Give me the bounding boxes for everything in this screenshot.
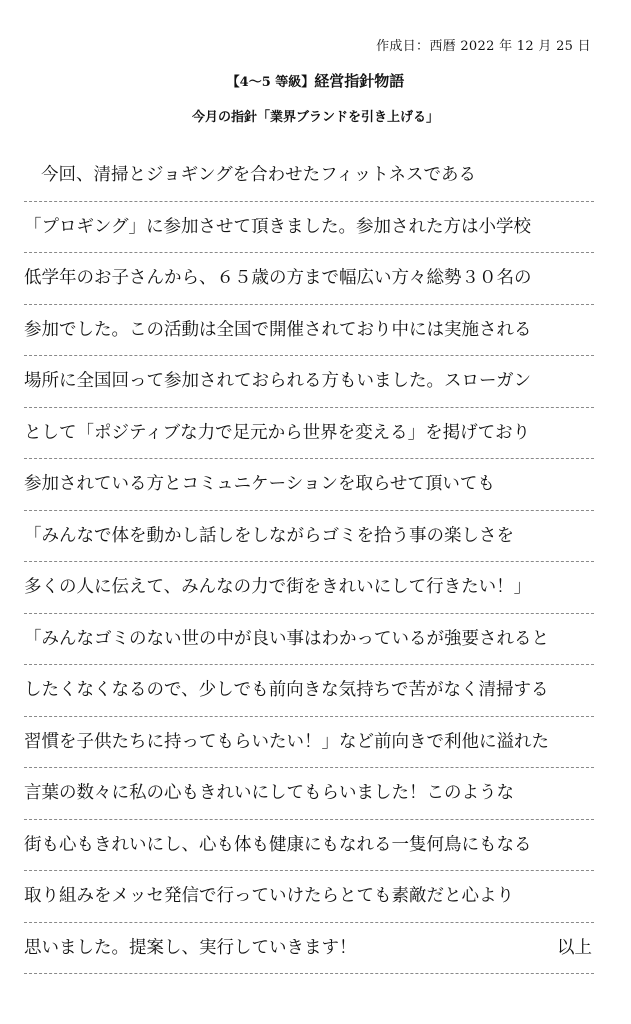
body-line: 言葉の数々に私の心もきれいにしてもらいました！このような	[24, 768, 594, 820]
body-line: したくなくなるので、少しでも前向きな気持ちで苦がなく清掃する	[24, 665, 594, 717]
body-line: 街も心もきれいにし、心も体も健康にもなれる一隻何鳥にもなる	[24, 820, 594, 872]
body-line: 多くの人に伝えて、みんなの力で街をきれいにして行きたい！」	[24, 562, 594, 614]
body-line: として「ポジティブな力で足元から世界を変える」を掲げており	[24, 408, 594, 460]
body-line: 習慣を子供たちに持ってもらいたい！」など前向きで利他に溢れた	[24, 717, 594, 769]
body-line: 「みんなで体を動かし話しをしながらゴミを拾う事の楽しさを	[24, 511, 594, 563]
document-title	[0, 70, 631, 91]
body-line: 低学年のお子さんから、６５歳の方まで幅広い方々総勢３０名の	[24, 253, 594, 305]
body-line: 参加でした。この活動は全国で開催されており中には実施される	[24, 305, 594, 357]
body-line: 参加されている方とコミュニケーションを取らせて頂いても	[24, 459, 594, 511]
body-line: 「プロギング」に参加させて頂きました。参加された方は小学校	[24, 202, 594, 254]
body-text	[24, 150, 594, 974]
title-text: 経営指針物語	[314, 72, 405, 90]
closing-mark: 以上	[557, 937, 592, 958]
body-line: 「みんなゴミのない世の中が良い事はわかっているが強要されると	[24, 614, 594, 666]
body-line: 今回、清掃とジョギングを合わせたフィットネスである	[24, 150, 594, 202]
grade-label: 【4～5 等級】	[226, 75, 315, 90]
creation-date: 作成日：西暦 2022 年 12 月 25 日	[376, 39, 591, 54]
body-line: 取り組みをメッセ発信で行っていけたらとても素敵だと心より	[24, 871, 594, 923]
body-line: 場所に全国回って参加されておられる方もいました。スローガン	[24, 356, 594, 408]
monthly-guideline: 今月の指針「業界ブランドを引き上げる」	[191, 110, 439, 125]
body-line-last: 思いました。提案し、実行していきます！ 以上	[24, 923, 594, 975]
